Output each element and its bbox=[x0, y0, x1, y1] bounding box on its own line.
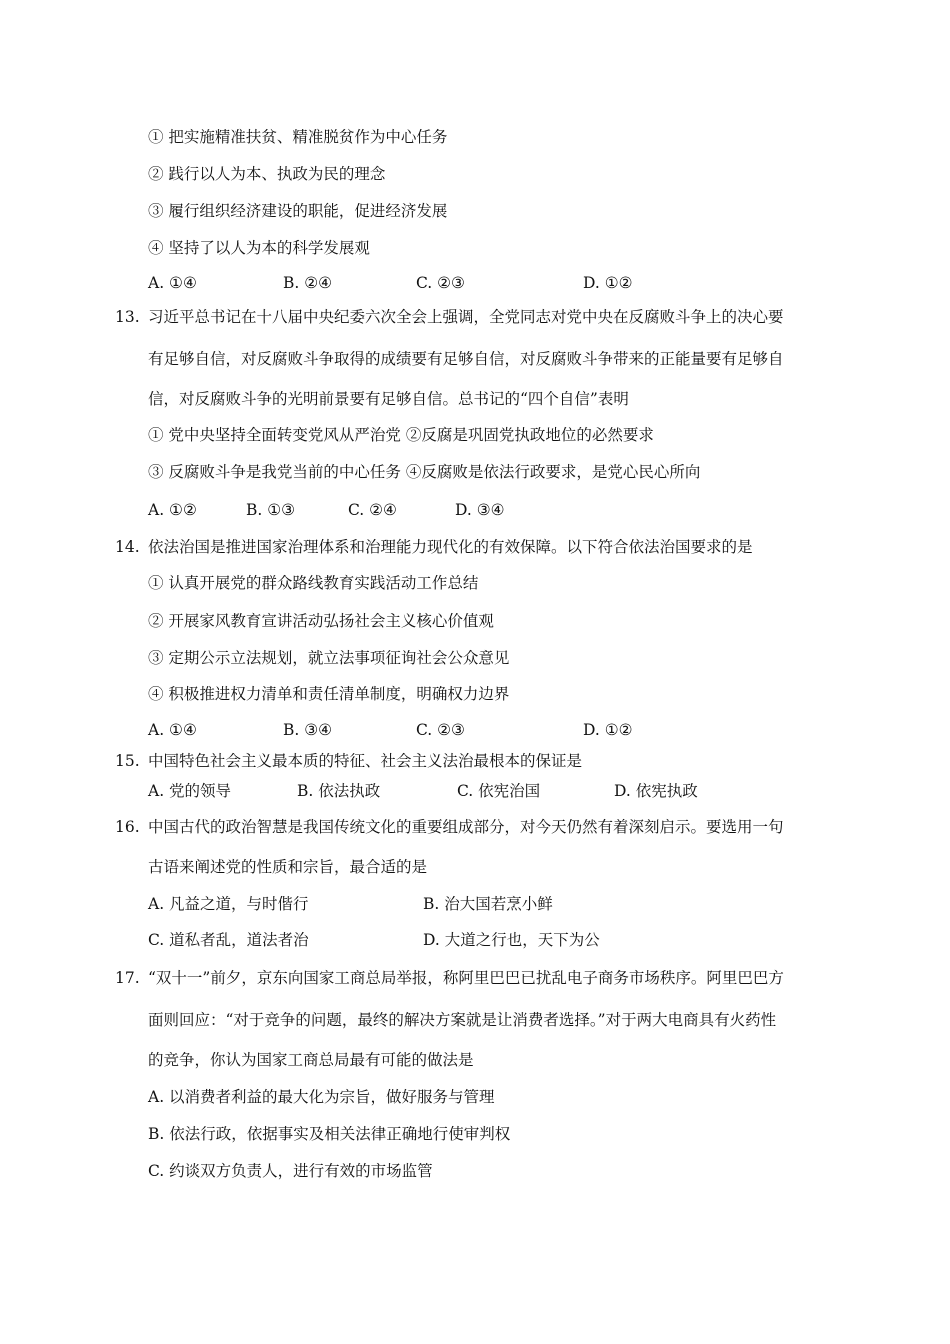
q14-option-a: A. ①④ bbox=[148, 721, 197, 739]
q13-stem-line-2: 有足够自信，对反腐败斗争取得的成绩要有足够自信，对反腐败斗争带来的正能量要有足够自 bbox=[148, 350, 784, 368]
q12-item-1: ① 把实施精准扶贫、精准脱贫作为中心任务 bbox=[148, 128, 448, 146]
q13-stem-line-3: 信，对反腐败斗争的光明前景要有足够自信。总书记的“四个自信”表明 bbox=[148, 390, 629, 408]
q13-number: 13. bbox=[115, 308, 140, 326]
q17-number: 17. bbox=[115, 969, 140, 987]
q14-stem-line-1: 依法治国是推进国家治理体系和治理能力现代化的有效保障。以下符合依法治国要求的是 bbox=[148, 538, 753, 556]
q16-number: 16. bbox=[115, 818, 140, 836]
q16-option-c: C. 道私者乱，道法者治 bbox=[148, 931, 309, 949]
q17-stem-line-3: 的竞争，你认为国家工商总局最有可能的做法是 bbox=[148, 1051, 474, 1069]
q14-option-b: B. ③④ bbox=[283, 721, 333, 739]
q13-items-row-1: ① 党中央坚持全面转变党风从严治党 ②反腐是巩固党执政地位的必然要求 bbox=[148, 426, 654, 444]
q12-option-b: B. ②④ bbox=[283, 274, 333, 292]
q15-option-d: D. 依宪执政 bbox=[614, 782, 698, 800]
q14-option-c: C. ②③ bbox=[416, 721, 465, 739]
q14-item-3: ③ 定期公示立法规划，就立法事项征询社会公众意见 bbox=[148, 649, 510, 667]
q14-option-d: D. ①② bbox=[583, 721, 633, 739]
q17-option-a: A. 以消费者利益的最大化为宗旨，做好服务与管理 bbox=[148, 1088, 495, 1106]
q12-item-2: ② 践行以人为本、执政为民的理念 bbox=[148, 165, 386, 183]
q16-option-d: D. 大道之行也，天下为公 bbox=[423, 931, 600, 949]
q16-stem-line-1: 中国古代的政治智慧是我国传统文化的重要组成部分，对今天仍然有着深刻启示。要选用一句 bbox=[148, 818, 784, 836]
q17-stem-line-2: 面则回应：“对于竞争的问题，最终的解决方案就是让消费者选择。”对于两大电商具有火药性 bbox=[148, 1011, 777, 1029]
q14-number: 14. bbox=[115, 538, 140, 556]
q14-item-2: ② 开展家风教育宣讲活动弘扬社会主义核心价值观 bbox=[148, 612, 494, 630]
q15-option-a: A. 党的领导 bbox=[148, 782, 232, 800]
q13-option-b: B. ①③ bbox=[246, 501, 296, 519]
q16-option-b: B. 治大国若烹小鲜 bbox=[423, 895, 553, 913]
q12-option-a: A. ①④ bbox=[148, 274, 197, 292]
q12-option-d: D. ①② bbox=[583, 274, 633, 292]
q13-option-c: C. ②④ bbox=[348, 501, 397, 519]
q13-option-d: D. ③④ bbox=[455, 501, 505, 519]
q13-option-a: A. ①② bbox=[148, 501, 197, 519]
q15-option-c: C. 依宪治国 bbox=[457, 782, 541, 800]
q14-item-4: ④ 积极推进权力清单和责任清单制度，明确权力边界 bbox=[148, 685, 510, 703]
q17-option-b: B. 依法行政，依据事实及相关法律正确地行使审判权 bbox=[148, 1125, 511, 1143]
q16-stem-line-2: 古语来阐述党的性质和宗旨，最合适的是 bbox=[148, 858, 428, 876]
q15-stem-line-1: 中国特色社会主义最本质的特征、社会主义法治最根本的保证是 bbox=[148, 752, 583, 770]
q14-item-1: ① 认真开展党的群众路线教育实践活动工作总结 bbox=[148, 574, 479, 592]
q12-option-c: C. ②③ bbox=[416, 274, 465, 292]
q12-item-3: ③ 履行组织经济建设的职能，促进经济发展 bbox=[148, 202, 448, 220]
q13-items-row-2: ③ 反腐败斗争是我党当前的中心任务 ④反腐败是依法行政要求，是党心民心所向 bbox=[148, 463, 701, 481]
q16-option-a: A. 凡益之道，与时偕行 bbox=[148, 895, 309, 913]
q17-stem-line-1: “双十一”前夕，京东向国家工商总局举报，称阿里巴巴已扰乱电子商务市场秩序。阿里巴巴方 bbox=[148, 969, 784, 987]
q12-item-4: ④ 坚持了以人为本的科学发展观 bbox=[148, 239, 370, 257]
q17-option-c: C. 约谈双方负责人，进行有效的市场监管 bbox=[148, 1162, 433, 1180]
q15-option-b: B. 依法执政 bbox=[297, 782, 381, 800]
q13-stem-line-1: 习近平总书记在十八届中央纪委六次全会上强调，全党同志对党中央在反腐败斗争上的决心要 bbox=[148, 308, 784, 326]
q15-number: 15. bbox=[115, 752, 140, 770]
